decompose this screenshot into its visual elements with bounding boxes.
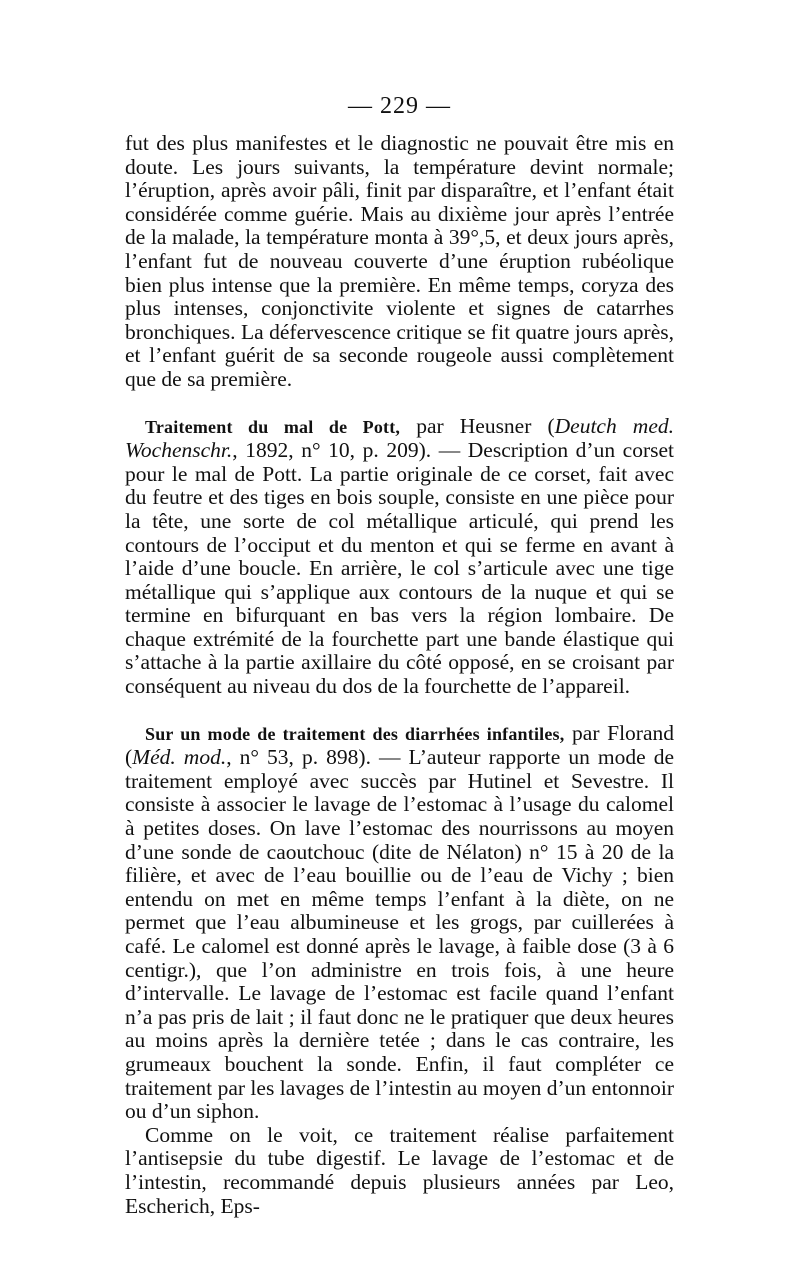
journal-title: Méd. mod.: [132, 745, 227, 770]
page-number: — 229 —: [348, 93, 451, 119]
citation-text: par Florand (: [125, 720, 674, 770]
document-page: [125, 92, 674, 1218]
section-body-diarrhees: , n° 53, p. 898). — L’auteur rapporte un mode de traitement employé avec succès par Hutinel et Sevestre. Il consiste à associer le lavage de l’estomac à l’usage du calomel à petites doses. On lave l’estomac des nourrissons au moyen d’une sonde de caoutchouc (dite de Nélaton) n° 15 à 20 de la filière, et avec de l’eau bouillie ou de l’eau de Vichy ; bien entendu on met en même temps l’enfant à la diète, on ne permet que l’eau albumineuse et les grogs, par cuillerées à café. Le calomel est donné après le lavage, à faible dose (3 à 6 centigr.), que l’on administre en trois fois, à une heure d’intervalle. Le lavage de l’estomac est facile quand l’enfant n’a pas pris de lait ; il faut donc ne le pratiquer que deux heures au moins après la dernière tetée ; dans le cas contraire, les grumeaux bouchent la sonde. Enfin, il faut compléter ce traitement par les lavages de l’intestin au moyen d’un entonnoir ou d’un siphon.: [125, 745, 675, 1124]
section-diarrhees: [125, 722, 674, 1124]
section-gap: [125, 392, 674, 415]
section-heading-pott: Traitement du mal de Pott,: [145, 416, 401, 437]
paragraph-continuation: fut des plus manifestes et le diagnostic ne pouvait être mis en doute. Les jours suivants, la température devint normale; l’éruption, après avoir pâli, finit par disparaître, et l’enfant était considérée comme guérie. Mais au dixième jour après l’entrée de la malade, la température monta à 39°,5, et deux jours après, l’enfant fut de nouveau couverte d’une éruption rubéolique bien plus intense que la première. En même temps, coryza des plus intenses, conjonctivite violente et signes de catarrhes bronchiques. La défervescence critique se fit quatre jours après, et l’enfant guérit de sa seconde rougeole aussi complètement que de sa première.: [125, 131, 674, 391]
journal-title: Deutch med. Wochenschr.: [125, 413, 674, 463]
citation-text: par Heusner (: [400, 413, 555, 438]
section-heading-diarrhees: Sur un mode de traitement des diarrhées infantiles,: [145, 723, 565, 744]
section-pott: [125, 415, 674, 699]
section-body-pott: , 1892, n° 10, p. 209). — Description d’un corset pour le mal de Pott. La partie originale de ce corset, fait avec du feutre et des tiges en bois souple, consiste en une pièce pour la tête, une sorte de col métallique articulé, qui prend les contours de l’occiput et du menton et qui se ferme en avant à l’aide d’une boucle. En arrière, le col s’articule avec une tige métallique qui s’applique aux contours de la nuque et qui se termine en bifurquant en bas vers la région lombaire. De chaque extrémité de la fourchette part une bande élastique qui s’attache à la partie axillaire du côté opposé, en se croisant par conséquent au niveau du dos de la fourchette de l’appareil.: [125, 438, 674, 699]
section-gap: [125, 699, 674, 722]
paragraph-conclusion: Comme on le voit, ce traitement réalise parfaitement l’antisepsie du tube digestif. Le lavage de l’estomac et de l’intestin, recommandé depuis plusieurs années par Leo, Escherich, Eps-: [125, 1122, 674, 1218]
